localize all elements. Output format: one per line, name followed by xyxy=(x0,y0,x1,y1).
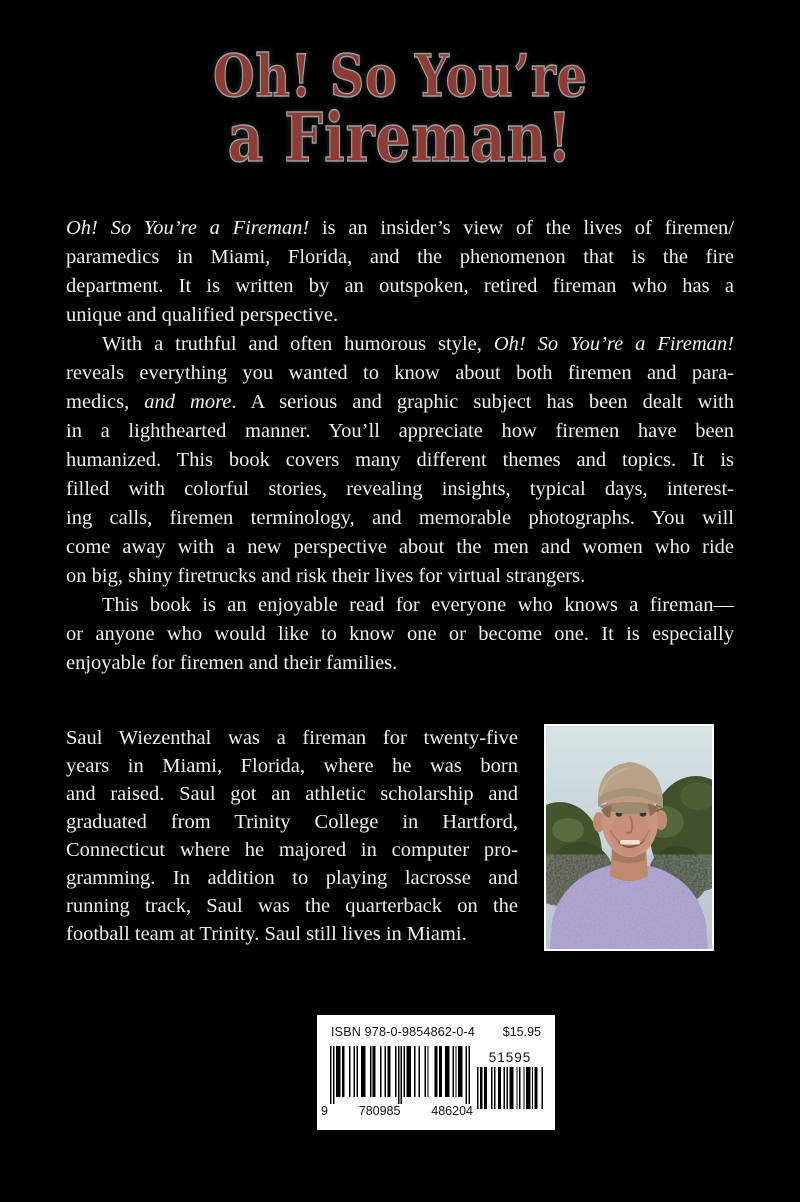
text-line xyxy=(66,892,518,920)
text-segment: humanized. This book covers many different themes and topics. It is xyxy=(66,449,734,471)
text-line xyxy=(66,243,734,272)
text-segment: come away with a new perspective about the men and women who ride xyxy=(66,536,734,558)
text-line xyxy=(66,780,518,808)
text-segment: With a truthful and often humorous style, xyxy=(102,333,494,355)
text-paragraph xyxy=(66,591,734,678)
author-section xyxy=(66,724,734,951)
text-segment: reveals everything you wanted to know about both firemen and para- xyxy=(66,362,734,384)
text-line xyxy=(66,330,734,359)
text-line xyxy=(66,920,518,948)
text-line xyxy=(66,272,734,301)
text-segment: Connecticut where he majored in computer pro- xyxy=(66,839,518,861)
text-line xyxy=(66,388,734,417)
ean-digits xyxy=(321,1104,473,1118)
text-line xyxy=(66,533,734,562)
isbn-label: ISBN 978-0-9854862-0-4 xyxy=(331,1025,476,1039)
text-line xyxy=(66,359,734,388)
text-line xyxy=(66,446,734,475)
author-portrait-image xyxy=(546,726,712,949)
book-title xyxy=(0,0,800,177)
text-line xyxy=(66,752,518,780)
text-paragraph xyxy=(66,724,518,948)
ean-digit-group: 780985 xyxy=(358,1104,401,1118)
ean-digit-group: 486204 xyxy=(431,1104,473,1118)
text-line xyxy=(66,620,734,649)
text-segment: Oh! So You’re a Fireman! xyxy=(493,333,734,355)
price-label: $15.95 xyxy=(502,1025,541,1039)
text-segment: and raised. Saul got an athletic scholarship and xyxy=(66,783,518,805)
text-line xyxy=(66,417,734,446)
text-segment: years in Miami, Florida, where he was born xyxy=(66,755,518,777)
text-line xyxy=(66,214,734,243)
text-segment: unique and qualified perspective. xyxy=(66,304,339,326)
book-title-line-1: Oh! So You’re xyxy=(212,42,588,110)
synopsis-section xyxy=(66,214,734,678)
text-segment: Oh! So You’re a Fireman! xyxy=(66,217,310,239)
supplement-digits: 51595 xyxy=(488,1050,532,1065)
text-segment: running track, Saul was the quarterback on the xyxy=(66,895,518,917)
supplement-barcode xyxy=(477,1067,543,1109)
text-segment: and more xyxy=(144,391,232,413)
text-line xyxy=(66,475,734,504)
text-line xyxy=(66,591,734,620)
text-segment: enjoyable for firemen and their families. xyxy=(66,652,398,674)
text-line xyxy=(66,562,734,591)
barcode-block xyxy=(317,1015,555,1130)
text-segment: . A serious and graphic subject has been dealt with xyxy=(231,391,734,413)
text-segment: graduated from Trinity College in Hartford, xyxy=(66,811,518,833)
text-line xyxy=(66,808,518,836)
text-segment: paramedics in Miami, Florida, and the phenomenon that is the fire xyxy=(66,246,734,268)
text-line xyxy=(66,724,518,752)
text-segment: filled with colorful stories, revealing insights, typical days, interest- xyxy=(66,478,734,500)
text-line xyxy=(66,864,518,892)
book-title-line-2: a Fireman! xyxy=(227,98,573,177)
text-segment: Saul Wiezenthal was a fireman for twenty-five xyxy=(66,727,518,749)
ean-digit-group: 9 xyxy=(321,1104,328,1118)
text-line xyxy=(66,504,734,533)
text-segment: on big, shiny firetrucks and risk their lives for virtual strangers. xyxy=(66,565,586,587)
text-segment: or anyone who would like to know one or become one. It is especially xyxy=(66,623,734,645)
text-paragraph xyxy=(66,330,734,591)
text-line xyxy=(66,836,518,864)
text-segment: in a lighthearted manner. You’ll appreciate how firemen have been xyxy=(66,420,734,442)
text-segment: football team at Trinity. Saul still lives in Miami. xyxy=(66,923,467,945)
text-segment: is an insider’s view of the lives of firemen/ xyxy=(309,217,735,239)
text-segment: gramming. In addition to playing lacrosse and xyxy=(66,867,518,889)
text-segment: department. It is written by an outspoken, retired fireman who has a xyxy=(66,275,734,297)
text-segment: ing calls, firemen terminology, and memorable photographs. You will xyxy=(66,507,734,529)
ean-barcode xyxy=(330,1046,470,1104)
text-paragraph xyxy=(66,214,734,330)
text-segment: This book is an enjoyable read for everyone who knows a fireman— xyxy=(102,594,734,616)
author-bio xyxy=(66,724,518,948)
author-photo xyxy=(544,724,714,951)
text-segment: medics, xyxy=(66,391,145,413)
text-line xyxy=(66,649,734,678)
text-line xyxy=(66,301,734,330)
